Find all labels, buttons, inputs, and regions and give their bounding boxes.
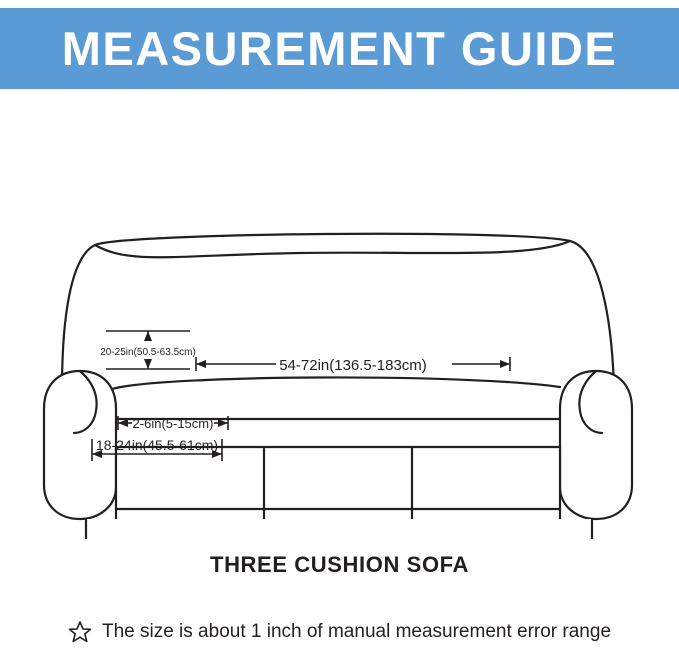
page-title: MEASUREMENT GUIDE [61,22,618,75]
sofa-diagram [0,89,679,539]
cushion-thickness-label: 2-6in(5-15cm) [132,416,214,431]
sofa-right-arm [560,371,632,519]
footnote [0,620,679,644]
diagram-caption: THREE CUSHION SOFA [210,552,469,577]
seat-width-label: 54-72in(136.5-183cm) [279,357,427,374]
sofa-back-panel [62,234,614,419]
footnote-text: The size is about 1 inch of manual measurement error range [101,621,612,642]
back-height-label: 20-25in(50.5-63.5cm) [100,347,196,358]
cushion-thickness-arrow-left [118,419,128,427]
cushion-thickness-arrow-right [218,419,228,427]
star-icon [68,620,92,644]
sofa-base [86,519,592,539]
seat-depth-label: 18-24in(45.5-61cm) [95,437,219,453]
header-banner [0,8,679,89]
